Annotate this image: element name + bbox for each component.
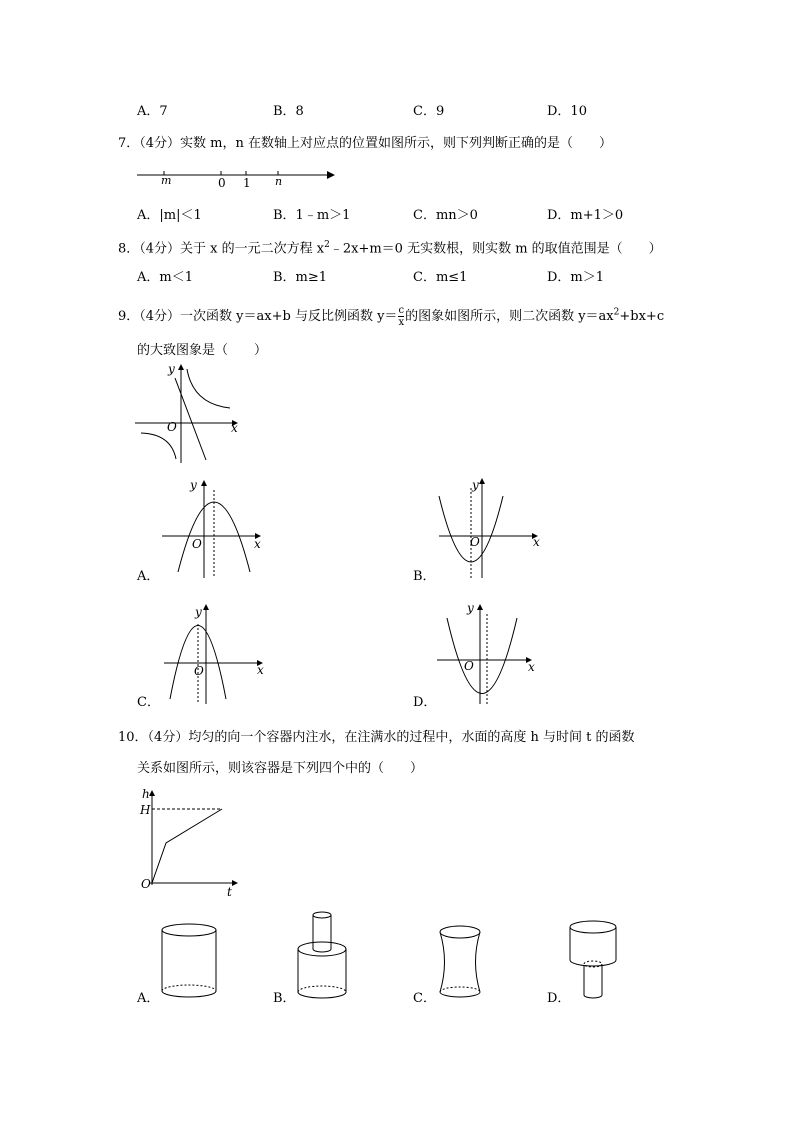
q7-label-one: 1 bbox=[243, 176, 251, 190]
q9-option-d-graph bbox=[435, 601, 545, 704]
q7-option-d: D．m+1＞0 bbox=[547, 208, 624, 223]
q9-a-origin: O bbox=[192, 537, 202, 551]
q10-h-t-graph bbox=[140, 787, 250, 890]
q9-stem-part-c: +bx+c bbox=[619, 309, 665, 324]
q9-d-origin: O bbox=[464, 659, 474, 673]
q9-b-y-label: y bbox=[472, 478, 479, 492]
q10-option-b: B． bbox=[273, 991, 296, 1006]
q9-stem-part-a: 9．（4分）一次函数 y＝ax+b 与反比例函数 y＝ bbox=[118, 309, 398, 324]
q9-a-y-label: y bbox=[190, 478, 197, 492]
q8-stem-part1: 8．（4分）关于 x 的一元二次方程 x bbox=[118, 241, 325, 257]
q6-option-b: B．8 bbox=[273, 104, 304, 119]
q9-b-x-label: x bbox=[533, 535, 540, 549]
q9-main-x-label: x bbox=[231, 421, 238, 435]
q9-fraction-denominator: x bbox=[398, 317, 405, 328]
q8-stem-superscript: 2 bbox=[324, 240, 330, 250]
q9-d-y-label: y bbox=[467, 601, 474, 615]
q6-option-d: D．10 bbox=[547, 104, 587, 119]
q9-stem-line1 bbox=[118, 305, 664, 328]
q9-option-c: C． bbox=[137, 695, 160, 710]
q9-stem-line2: 的大致图象是（ ） bbox=[137, 343, 268, 358]
q6-option-a: A．7 bbox=[137, 104, 168, 119]
q9-fraction bbox=[398, 305, 404, 328]
q9-c-origin: O bbox=[194, 664, 204, 678]
q10-option-c: C． bbox=[413, 991, 436, 1006]
q9-a-x-label: x bbox=[254, 537, 261, 551]
q9-c-y-label: y bbox=[195, 605, 202, 619]
q9-option-c-graph bbox=[160, 604, 270, 704]
q9-b-origin: O bbox=[470, 535, 480, 549]
q9-option-b-graph bbox=[435, 478, 545, 578]
q7-stem: 7．（4分）实数 m，n 在数轴上对应点的位置如图所示，则下列判断正确的是（ ） bbox=[118, 136, 613, 151]
q9-option-d: D． bbox=[413, 695, 437, 710]
q9-main-y-label: y bbox=[168, 362, 175, 376]
q8-option-c: C．m≤1 bbox=[413, 270, 468, 285]
q7-label-zero: 0 bbox=[218, 176, 226, 190]
q9-option-a-graph bbox=[160, 478, 270, 578]
q10-option-a-container bbox=[160, 920, 220, 1000]
q10-stem-line2: 关系如图所示，则该容器是下列四个中的（ ） bbox=[137, 761, 424, 776]
q9-stem-superscript: 2 bbox=[613, 307, 620, 318]
q9-fraction-numerator: c bbox=[398, 305, 405, 316]
q9-d-x-label: x bbox=[528, 660, 535, 674]
q10-option-d: D． bbox=[547, 991, 571, 1006]
q9-option-a: A． bbox=[137, 569, 160, 584]
q7-option-a: A．|m|＜1 bbox=[137, 208, 202, 223]
q6-option-c: C．9 bbox=[413, 104, 445, 119]
q9-c-x-label: x bbox=[257, 663, 264, 677]
q10-option-d-container bbox=[568, 917, 628, 1002]
q10-h-label: h bbox=[142, 787, 150, 801]
q7-label-n: n bbox=[275, 175, 283, 188]
q7-label-m: m bbox=[161, 174, 172, 187]
q7-option-b: B．1﹣m＞1 bbox=[273, 208, 351, 223]
q10-t-label: t bbox=[227, 885, 232, 899]
q9-main-origin: O bbox=[167, 420, 177, 434]
q7-option-c: C．mn＞0 bbox=[413, 208, 478, 223]
q9-option-b: B． bbox=[413, 569, 436, 584]
q8-option-a: A．m＜1 bbox=[137, 270, 193, 285]
q8-stem-part2: ﹣2x+m＝0 无实数根，则实数 m 的取值范围是（ ） bbox=[329, 241, 662, 257]
q10-origin: O bbox=[141, 877, 151, 891]
q10-option-b-container bbox=[296, 907, 356, 1002]
q8-option-b: B．m≥1 bbox=[273, 270, 328, 285]
q9-main-figure bbox=[135, 364, 245, 464]
q8-stem bbox=[118, 241, 662, 255]
q10-H-label: H bbox=[140, 803, 151, 817]
q10-option-c-container bbox=[436, 922, 486, 1002]
q9-stem-part-b: 的图象如图所示，则二次函数 y＝ax bbox=[405, 309, 614, 324]
q8-option-d: D．m＞1 bbox=[547, 270, 605, 285]
q10-stem-line1: 10．（4分）均匀的向一个容器内注水，在注满水的过程中，水面的高度 h 与时间 t 的函数 bbox=[118, 730, 635, 745]
q10-option-a: A． bbox=[137, 991, 160, 1006]
